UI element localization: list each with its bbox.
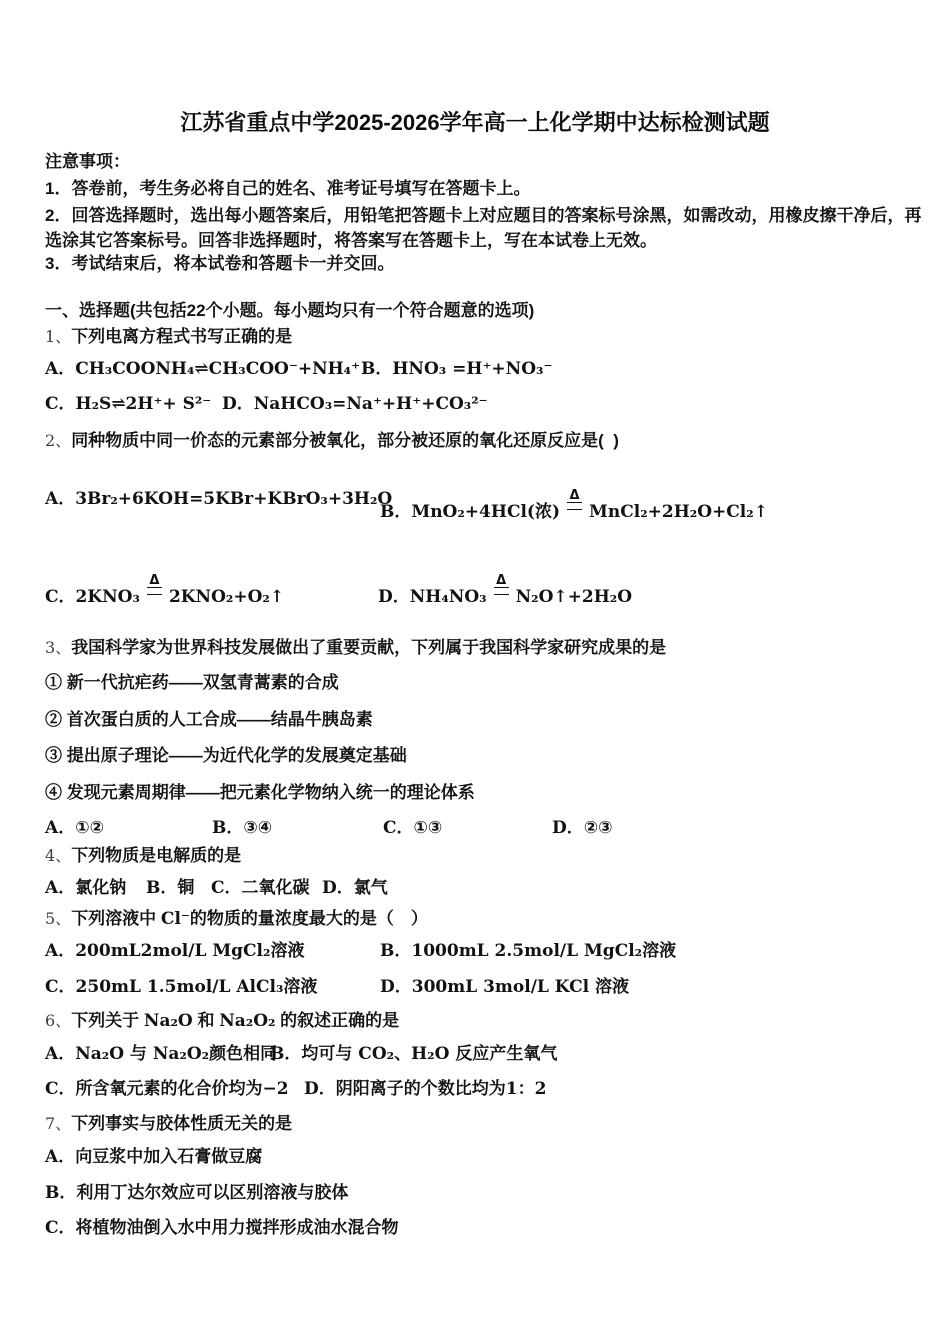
delta-symbol: Δ (496, 573, 507, 588)
option-d-equation-left: NH₄NO₃ (409, 587, 487, 607)
question-5-number: 5、 (45, 909, 72, 928)
option-c-text: 250mL 1.5mol/L AlCl₃溶液 (75, 977, 318, 997)
sodium-oxide-formula: Na₂O (143, 1011, 193, 1031)
option-b-text: HNO₃ =H⁺+NO₃⁻ (392, 359, 553, 379)
option-d-label: D． (380, 977, 412, 997)
option-b-label: B． (380, 502, 412, 522)
question-1-option-c (45, 394, 211, 415)
question-4-stem: 下列物质是电解质的是 (71, 846, 242, 865)
option-d-equation-right: N₂O↑+2H₂O (515, 587, 633, 607)
option-d-text: 300mL 3mol/L KCl 溶液 (411, 977, 630, 997)
question-5-stem-line (45, 908, 428, 930)
question-3-item-4: ④ 发现元素周期律——把元素化学物纳入统一的理论体系 (45, 783, 475, 802)
question-7-option-a (45, 1146, 262, 1168)
question-4-stem-line (45, 845, 241, 867)
question-6-option-c (45, 1079, 289, 1100)
option-a-label: A． (45, 818, 76, 838)
question-7-option-b (45, 1182, 348, 1204)
option-c-text: ①③ (413, 818, 443, 838)
option-a-text: CH₃COONH₄⇌CH₃COO⁻+NH₄⁺ (75, 359, 361, 379)
question-2-stem-line (45, 430, 619, 452)
heating-condition-icon (494, 574, 509, 595)
option-b-label: B． (146, 878, 178, 898)
chloride-ion-formula: Cl⁻ (160, 909, 190, 929)
option-c-equation-right: 2KNO₂+O₂↑ (168, 587, 285, 607)
question-7-stem-line (45, 1113, 292, 1135)
question-6-option-b (270, 1044, 557, 1065)
option-b-label: B． (270, 1044, 302, 1064)
option-b-label: B． (361, 359, 393, 379)
notice-item-3: 3．考试结束后，将本试卷和答题卡一并交回。 (45, 254, 395, 273)
notice-heading: 注意事项： (45, 152, 130, 171)
option-d-label: D． (552, 818, 584, 838)
option-c-text: 将植物油倒入水中用力搅拌形成油水混合物 (75, 1218, 399, 1237)
option-b-equation-right: MnCl₂+2H₂O+Cl₂↑ (589, 502, 768, 522)
option-b-text: 均可与 CO₂、H₂O 反应产生氧气 (301, 1044, 558, 1064)
heating-condition-icon (567, 489, 582, 510)
option-a-label: A． (45, 1147, 76, 1167)
question-5-option-a (45, 941, 304, 962)
option-d-text: ②③ (583, 818, 613, 838)
option-b-text: 利用丁达尔效应可以区别溶液与胶体 (76, 1183, 349, 1202)
delta-symbol: Δ (569, 488, 580, 503)
question-4-option-c (211, 877, 310, 899)
option-c-text: 二氧化碳 (241, 878, 310, 897)
option-d-label: D． (222, 394, 254, 414)
option-c-label: C． (211, 878, 242, 898)
question-7-number: 7、 (45, 1114, 72, 1133)
question-6-stem-part-3: 的叙述正确的是 (275, 1011, 400, 1030)
option-c-label: C． (45, 977, 76, 997)
option-a-label: A． (45, 1044, 76, 1064)
option-c-text: 所含氧元素的化合价均为−2 (75, 1079, 289, 1099)
question-5-stem-part-2: 的物质的量浓度最大的是（ ） (189, 909, 428, 928)
question-6-option-d (304, 1079, 546, 1100)
option-c-label: C． (45, 1218, 76, 1238)
option-b-text: 1000mL 2.5mol/L MgCl₂溶液 (411, 941, 677, 961)
option-a-text: Na₂O 与 Na₂O₂颜色相同 (75, 1044, 278, 1064)
question-2-number: 2、 (45, 431, 72, 450)
option-d-text: NaHCO₃=Na⁺+H⁺+CO₃²⁻ (253, 394, 488, 414)
option-a-label: A． (45, 878, 76, 898)
question-7-option-c (45, 1217, 399, 1239)
question-4-number: 4、 (45, 846, 72, 865)
question-5-option-c (45, 977, 317, 998)
question-3-item-2: ② 首次蛋白质的人工合成——结晶牛胰岛素 (45, 710, 373, 729)
question-3-item-1: ① 新一代抗疟药——双氢青蒿素的合成 (45, 673, 339, 692)
option-d-label: D． (304, 1079, 336, 1099)
option-a-label: A． (45, 489, 76, 509)
question-4-option-d (322, 877, 388, 899)
question-3-number: 3、 (45, 638, 72, 657)
option-b-equation-left: MnO₂+4HCl(浓) (411, 502, 561, 522)
option-b-text: ③④ (243, 818, 273, 838)
question-1-stem: 下列电离方程式书写正确的是 (71, 327, 293, 346)
option-c-text: H₂S⇌2H⁺+ S²⁻ (75, 394, 212, 414)
question-1-stem-line (45, 326, 292, 348)
option-a-label: A． (45, 941, 76, 961)
option-a-text: 向豆浆中加入石膏做豆腐 (75, 1147, 263, 1166)
question-1-option-d (222, 394, 488, 415)
heating-condition-icon (147, 574, 162, 595)
notice-item-1: 1．答卷前，考生务必将自己的姓名、准考证号填写在答题卡上。 (45, 179, 531, 198)
question-2-stem: 同种物质中同一价态的元素部分被氧化，部分被还原的氧化还原反应是( ) (71, 431, 619, 450)
question-3-stem: 我国科学家为世界科技发展做出了重要贡献，下列属于我国科学家研究成果的是 (71, 638, 667, 657)
option-d-text: 阴阳离子的个数比均为1：2 (335, 1079, 547, 1099)
option-c-label: C． (383, 818, 414, 838)
delta-symbol: Δ (149, 573, 160, 588)
heated-equals-line (147, 587, 162, 595)
heated-equals-line (494, 587, 509, 595)
option-b-label: B． (212, 818, 244, 838)
question-3-option-b (212, 818, 272, 839)
option-a-text: 200mL2mol/L MgCl₂溶液 (75, 941, 305, 961)
question-5-option-d (380, 977, 629, 998)
exam-title: 江苏省重点中学2025-2026学年高一上化学期中达标检测试题 (180, 110, 770, 135)
question-6-number: 6、 (45, 1011, 72, 1030)
heated-equals-line (567, 502, 582, 510)
question-2-option-b (380, 489, 768, 523)
question-6-stem-part-2: 和 (192, 1011, 220, 1030)
option-a-text: 3Br₂+6KOH=5KBr+KBrO₃+3H₂O (75, 489, 393, 509)
option-b-label: B． (380, 941, 412, 961)
question-6-stem-part-1: 下列关于 (71, 1011, 144, 1030)
question-5-option-b (380, 941, 676, 962)
option-c-label: C． (45, 394, 76, 414)
question-2-option-d (378, 574, 632, 608)
sodium-peroxide-formula: Na₂O₂ (219, 1011, 276, 1031)
question-4-option-b (146, 877, 194, 899)
option-b-text: 铜 (177, 878, 195, 897)
option-c-label: C． (45, 1079, 76, 1099)
question-3-option-c (383, 818, 442, 839)
question-6-stem-line (45, 1010, 399, 1032)
question-3-option-d (552, 818, 613, 839)
question-1-number: 1、 (45, 327, 72, 346)
question-1-option-a (45, 359, 360, 380)
question-3-stem-line (45, 637, 666, 659)
option-a-label: A． (45, 359, 76, 379)
option-d-label: D． (378, 587, 410, 607)
question-5-stem-part-1: 下列溶液中 (71, 909, 161, 928)
question-3-item-3: ③ 提出原子理论——为近代化学的发展奠定基础 (45, 746, 407, 765)
option-a-text: ①② (75, 818, 104, 838)
question-4-option-a (45, 877, 126, 899)
option-b-label: B． (45, 1183, 77, 1203)
option-d-label: D． (322, 878, 354, 898)
option-a-text: 氯化钠 (75, 878, 127, 897)
question-1-option-b (361, 359, 552, 380)
option-c-equation-left: 2KNO₃ (75, 587, 140, 607)
option-c-label: C． (45, 587, 76, 607)
question-2-option-a (45, 489, 392, 510)
option-d-text: 氯气 (353, 878, 388, 897)
notice-item-2: 2．回答选择题时，选出每小题答案后，用铅笔把答题卡上对应题目的答案标号涂黑，如需改动，用橡皮擦干净后，再选涂其它答案标号。回答非选择题时，将答案写在答题卡上，写在本试卷上无效。 (45, 206, 922, 250)
question-3-option-a (45, 818, 104, 839)
question-6-option-a (45, 1044, 277, 1065)
question-2-option-c (45, 574, 284, 608)
section-header: 一、选择题(共包括22个小题。每小题均只有一个符合题意的选项) (45, 301, 535, 320)
question-7-stem: 下列事实与胶体性质无关的是 (71, 1114, 293, 1133)
